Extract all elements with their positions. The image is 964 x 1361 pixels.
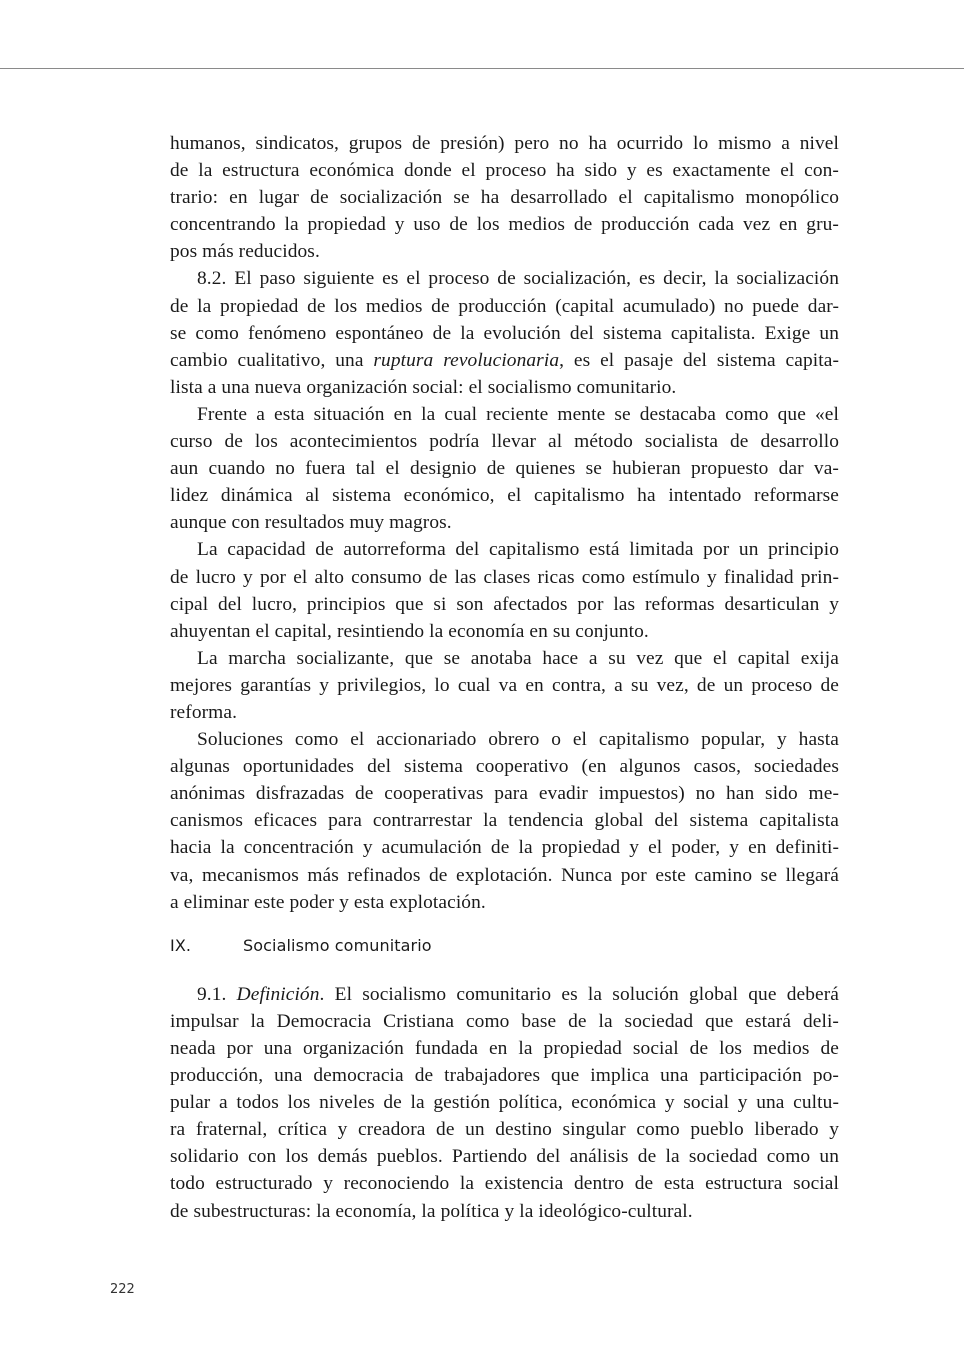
paragraph [170,536,839,644]
text-line: concentrando la propiedad y uso de los medios de producción cada vez en gru- [170,214,839,236]
text-line: producción, una democracia de trabajadores que implica una participación po- [170,1065,839,1087]
text-line: aun cuando no fuera tal el designio de quienes se hubieran propuesto dar va- [170,458,839,480]
page-number: 222 [110,1282,135,1297]
text-run: . El socialismo comunitario es la solución global que deberá [319,983,839,1005]
text-line: hacia la concentración y acumulación de la propiedad y el poder, y en definiti- [170,837,839,859]
text-line: ra fraternal, crítica y creadora de un destino singular como pueblo liberado y [170,1119,839,1141]
text-line: neada por una organización fundada en la propiedad social de los medios de [170,1038,839,1059]
text-line: de la estructura económica donde el proceso ha sido y es exactamente el con- [170,160,839,182]
text-line: lidez dinámica al sistema económico, el capitalismo ha intentado reformarse [170,485,839,507]
text-line: aunque con resultados muy magros. [170,512,452,534]
text-line: pular a todos los niveles de la gestión política, económica y social y una cultu- [170,1092,839,1114]
text-line: a eliminar este poder y esta explotación. [170,891,486,913]
text-line: La marcha socializante, que se anotaba hace a su vez que el capital exija [197,647,839,669]
italic-term: Definición [236,983,320,1005]
text-line: impulsar la Democracia Cristiana como base de la sociedad que estará deli- [170,1010,839,1032]
text-line: cipal del lucro, principios que si son afectados por las reformas desarticulan y [170,593,839,615]
text-line: de la propiedad de los medios de producción (capital acumulado) no puede dar- [170,295,839,317]
text-line: todo estructurado y reconociendo la existencia dentro de esta estructura social [170,1173,839,1195]
text-line: La capacidad de autorreforma del capitalismo está limitada por un principio [197,539,839,561]
paragraph [170,726,839,916]
paragraph [170,265,839,400]
text-line: curso de los acontecimientos podría llevar al método socialista de desarrollo [170,431,839,453]
header-rule [0,68,964,69]
text-line: ahuyentan el capital, resintiendo la economía en su conjunto. [170,620,649,642]
text-line: humanos, sindicatos, grupos de presión) pero no ha ocurrido lo mismo a nivel [170,133,839,154]
section-heading [170,932,839,959]
text-run: 9.1. [197,983,237,1005]
paragraph [170,981,839,1225]
paragraph [170,645,839,726]
text-line: se como fenómeno espontáneo de la evolución del sistema capitalista. Exige un [170,322,839,344]
text-line: 8.2. El paso siguiente es el proceso de socialización, es decir, la socialización [197,268,839,290]
text-line: anónimas disfrazadas de cooperativas para evadir impuestos) no han sido me- [170,783,839,805]
paragraph [170,401,839,536]
text-line: Soluciones como el accionariado obrero o el capitalismo popular, y hasta [197,729,839,751]
text-line: lista a una nueva organización social: el socialismo comunitario. [170,376,677,398]
paragraph [170,130,839,265]
body-text [170,130,839,1225]
section-number: IX. [170,935,192,955]
text-line: algunas oportunidades del sistema cooperativo (en algunos casos, sociedades [170,756,839,778]
section-title: Socialismo comunitario [243,935,432,955]
italic-term: ruptura revolucionaria [373,349,560,371]
text-line: de subestructuras: la economía, la política y la ideológico-cultural. [170,1200,693,1222]
text-line-mixed [170,981,839,1008]
text-line: reforma. [170,701,238,723]
text-run: , es el pasaje del sistema capita- [559,349,839,371]
text-line: va, mecanismos más refinados de explotación. Nunca por este camino se llegará [170,864,839,886]
text-run: cambio cualitativo, una [170,349,374,371]
text-line: canismos eficaces para contrarrestar la tendencia global del sistema capitalista [170,810,839,832]
text-line: de lucro y por el alto consumo de las clases ricas como estímulo y finalidad prin- [170,566,839,588]
text-line: pos más reducidos. [170,241,320,263]
text-line: trario: en lugar de socialización se ha desarrollado el capitalismo monopólico [170,187,839,209]
text-line: Frente a esta situación en la cual reciente mente se destacaba como que «el [197,403,839,425]
text-line: mejores garantías y privilegios, lo cual va en contra, a su vez, de un proceso de [170,674,839,696]
text-line-mixed [170,347,839,374]
text-line: solidario con los demás pueblos. Partiendo del análisis de la sociedad como un [170,1146,839,1168]
